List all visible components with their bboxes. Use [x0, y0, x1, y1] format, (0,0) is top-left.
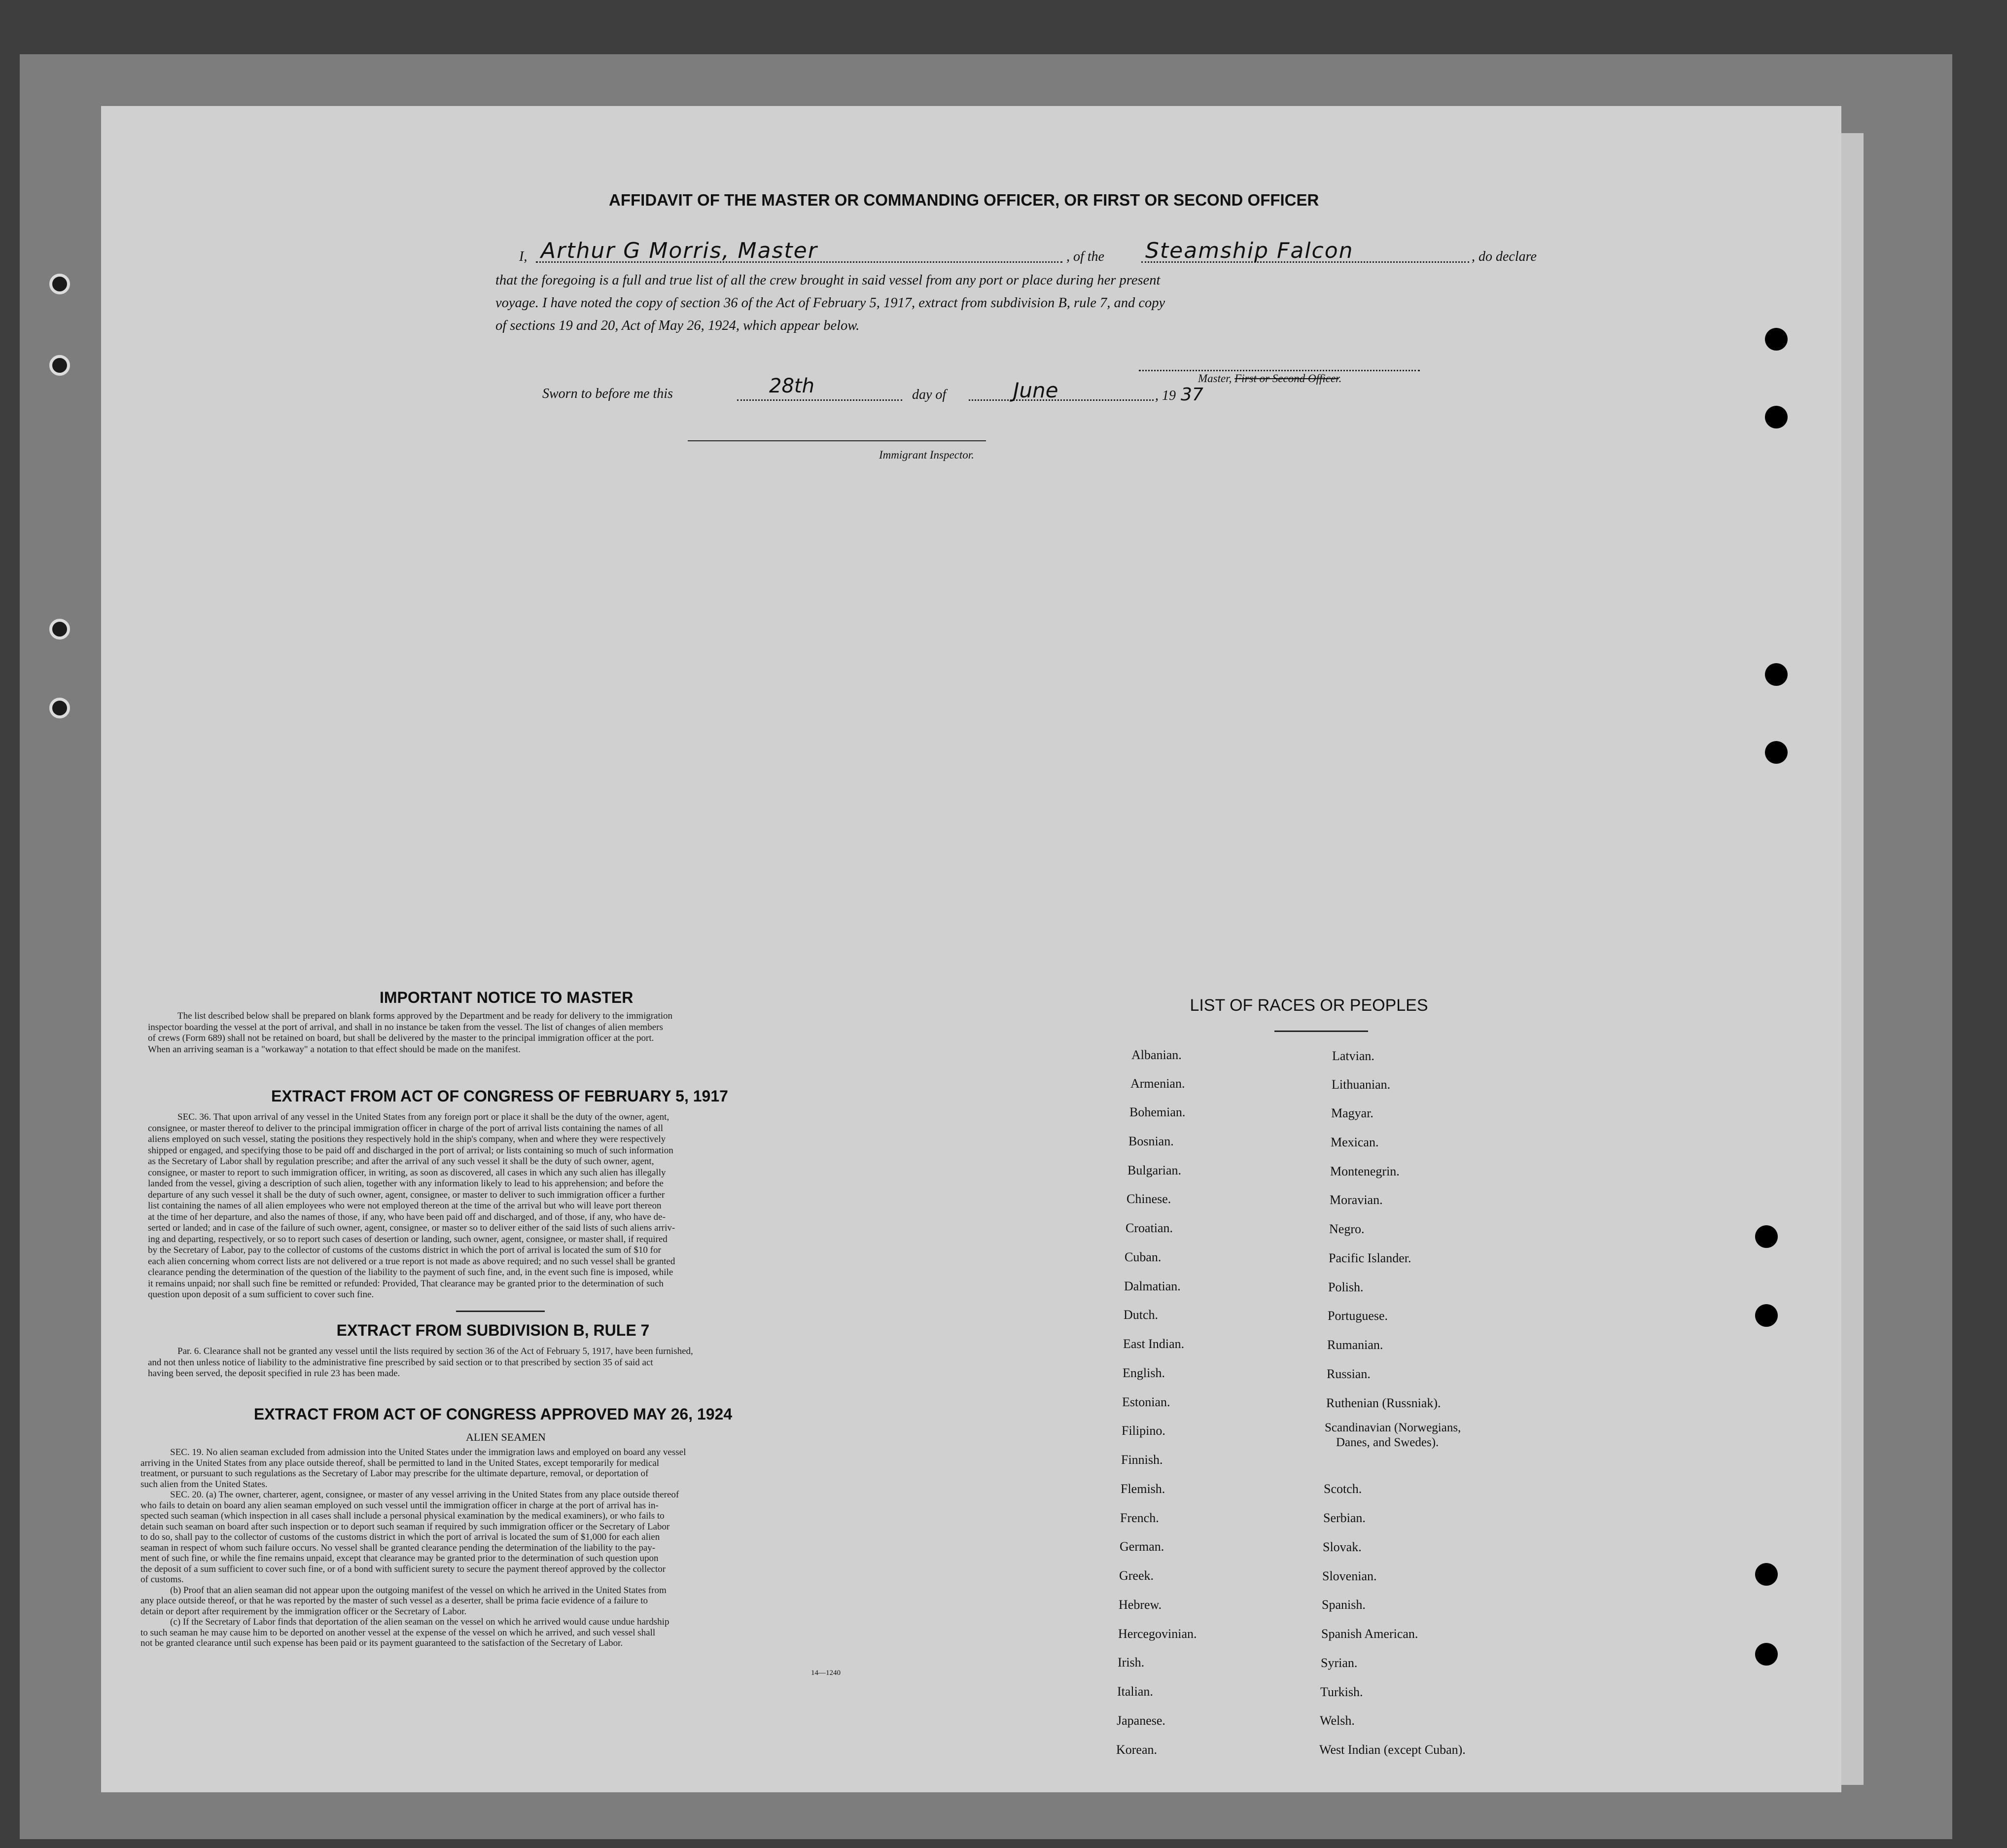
- race-left: French.: [1120, 1511, 1159, 1525]
- extract-1924-line: such alien from the United States.: [141, 1479, 268, 1490]
- year-suffix-handwritten: 37: [1181, 385, 1203, 405]
- affidavit-i-label: I,: [519, 249, 528, 264]
- affidavit-title: AFFIDAVIT OF THE MASTER OR COMMANDING OFFICER, OR FIRST OR SECOND OFFICER: [609, 191, 1319, 209]
- race-left: Italian.: [1117, 1684, 1153, 1699]
- extract-1924-line: to such seaman he may cause him to be deported on another vessel at the expense of the vessel on which he arrived, and such vessel shall: [141, 1627, 656, 1638]
- punch-hole: [1765, 663, 1788, 686]
- race-left: Bosnian.: [1128, 1134, 1174, 1148]
- race-right: Spanish American.: [1321, 1627, 1418, 1641]
- extract-1924-line: ment of such fine, or while the fine remains unpaid, except that clearance may be granted prior to the determination of such question upon: [141, 1553, 659, 1564]
- extract-1917-title: EXTRACT FROM ACT OF CONGRESS OF FEBRUARY 5, 1917: [271, 1087, 728, 1105]
- extract-1924-line: of customs.: [141, 1574, 184, 1585]
- race-left: Greek.: [1119, 1568, 1154, 1583]
- punch-hole: [1755, 1225, 1778, 1248]
- race-left: Korean.: [1116, 1742, 1158, 1757]
- of-the-label: , of the: [1066, 249, 1104, 264]
- extract-1924-line: detain such seaman on board after such inspection or to deport such seaman if required by such immigration officer or the Secretary of Labor: [141, 1521, 670, 1532]
- extract-1917-line: SEC. 36. That upon arrival of any vessel in the United States from any foreign port or place it shall be the duty of the owner, agent,: [177, 1112, 669, 1122]
- extract-1917-line: at the time of her departure, and also the names of those, if any, who have been paid off and discharged, and of those, if any, who have de-: [148, 1211, 666, 1222]
- signature-caption: [1198, 372, 1341, 385]
- race-right: Montenegrin.: [1330, 1164, 1400, 1178]
- sworn-day-line: [737, 399, 902, 401]
- race-right: Serbian.: [1323, 1511, 1366, 1525]
- notice-line: When an arriving seaman is a "workaway" a notation to that effect should be made on the manifest.: [148, 1044, 521, 1055]
- extract-1917-line: by the Secretary of Labor, pay to the collector of customs of the customs district in which the port of arrival is located the sum of $10 for: [148, 1245, 661, 1255]
- extract-1924-line: any place outside thereof, or that he was reported by the master of such vessel as a deserter, shall be prima facie evidence of a failure to: [141, 1596, 648, 1606]
- race-left: Cuban.: [1125, 1250, 1162, 1264]
- race-left: Dalmatian.: [1124, 1279, 1181, 1293]
- extract-1917-line: ing and departing, respectively, or so to report such cases of desertion or landing, such owner, agent, consignee, or master shall, if required: [148, 1234, 668, 1244]
- race-right: Slovenian.: [1322, 1569, 1377, 1583]
- notice-title: IMPORTANT NOTICE TO MASTER: [380, 989, 634, 1006]
- notice-line: The list described below shall be prepared on blank forms approved by the Department and be ready for delivery to the immigration: [177, 1011, 673, 1021]
- races-title-rule: [1274, 1031, 1368, 1032]
- extract-1924-line: seaman in respect of whom such failure occurs. No vessel shall be granted clearance pending the determination of the liability to the pay-: [141, 1542, 656, 1553]
- punch-hole: [1765, 406, 1788, 428]
- vessel-handwritten: Steamship Falcon: [1145, 238, 1354, 263]
- race-right: Negro.: [1329, 1222, 1365, 1236]
- race-left: Hebrew.: [1119, 1598, 1162, 1612]
- sworn-label: Sworn to before me this: [542, 386, 673, 401]
- race-right: Ruthenian (Russniak).: [1326, 1396, 1441, 1410]
- extract-1924-line: arriving in the United States from any place outside thereof, shall be permitted to land in the United States, except temporarily for medical: [141, 1457, 660, 1468]
- race-left: Finnish.: [1121, 1453, 1163, 1467]
- signature-caption-struck: First or Second Officer: [1234, 372, 1339, 385]
- inspector-signature-line: [688, 440, 986, 441]
- extract-1924-line: (b) Proof that an alien seaman did not appear upon the outgoing manifest of the vessel on which he arrived in the United States from: [170, 1585, 667, 1596]
- race-left: Croatian.: [1126, 1221, 1173, 1235]
- race-right: Russian.: [1327, 1367, 1371, 1381]
- race-right: Turkish.: [1320, 1685, 1363, 1699]
- extract-1924-line: not be granted clearance until such expense has been paid or its payment guaranteed to the satisfaction of the Secretary of Labor.: [141, 1638, 623, 1648]
- race-left: Dutch.: [1124, 1308, 1159, 1322]
- race-left: Hercegovinian.: [1118, 1627, 1197, 1641]
- extract-1917-line: serted or landed; and in case of the failure of such owner, agent, consignee, or master so to deliver either of the said lists of such aliens arriv-: [148, 1223, 675, 1233]
- punch-hole: [1755, 1643, 1778, 1666]
- race-left: Estonian.: [1122, 1395, 1170, 1409]
- day-of-label: day of: [912, 387, 947, 402]
- extract-1924-text: [141, 1447, 915, 1649]
- document-page: [101, 106, 1841, 1792]
- binder-ring: [49, 355, 70, 376]
- race-left: German.: [1120, 1539, 1164, 1554]
- race-right: Lithuanian.: [1332, 1077, 1391, 1092]
- race-right: Portuguese.: [1328, 1309, 1388, 1323]
- race-left: East Indian.: [1123, 1337, 1185, 1351]
- race-right-continued: Danes, and Swedes).: [1336, 1436, 1439, 1449]
- extract-1917-line: aliens employed on such vessel, stating the positions they respectively hold in the ship's company, when and where they were respectively: [148, 1134, 666, 1144]
- extract-1924-line: to do so, shall pay to the collector of customs of the customs district in which the port of arrival is located the sum of $1,000 for each alien: [141, 1532, 660, 1542]
- extract-1924-line: the deposit of a sum sufficient to cover such fine, or of a bond with sufficient surety to secure the payment thereof approved by the collector: [141, 1564, 666, 1574]
- extract-1917-line: as the Secretary of Labor shall by regulation prescribe; and after the arrival of any such vessel it shall be the duty of such owner, agent,: [148, 1156, 654, 1167]
- sworn-day-handwritten: 28th: [769, 375, 814, 397]
- extract-1917-line: clearance pending the determination of the question of the liability to the payment of such fine, and, in the event such fine is imposed, while: [148, 1267, 673, 1278]
- master-name-handwritten: Arthur G Morris, Master: [541, 238, 818, 263]
- extract-1917-line: it remains unpaid; nor shall such fine be remitted or refunded: Provided, That clearance may be granted prior to the determination of such: [148, 1278, 664, 1289]
- sworn-month-line: [969, 399, 1154, 401]
- race-left: Albanian.: [1131, 1048, 1182, 1062]
- race-right: Polish.: [1328, 1280, 1364, 1294]
- races-title: LIST OF RACES OR PEOPLES: [1190, 996, 1428, 1015]
- notice-line: inspector boarding the vessel at the port of arrival, and shall in no instance be taken from the vessel. The list of changes of alien members: [148, 1022, 663, 1032]
- race-left: Bohemian.: [1129, 1105, 1186, 1119]
- punch-hole: [1755, 1563, 1778, 1586]
- extract-rule7-title: EXTRACT FROM SUBDIVISION B, RULE 7: [336, 1321, 650, 1339]
- race-right: Magyar.: [1331, 1106, 1373, 1120]
- extract-rule7-line: having been served, the deposit specified in rule 23 has been made.: [148, 1368, 400, 1379]
- section-divider: [456, 1311, 545, 1312]
- binder-ring: [49, 698, 70, 718]
- race-left: Irish.: [1118, 1655, 1145, 1670]
- extract-1917-line: each alien concerning whom correct lists are not delivered or a true report is not made as above required; and no such vessel shall be granted: [148, 1256, 675, 1267]
- race-right: Welsh.: [1320, 1713, 1355, 1728]
- punch-hole: [1765, 328, 1788, 351]
- do-declare-label: , do declare: [1472, 249, 1537, 264]
- affidavit-line-2: that the foregoing is a full and true list of all the crew brought in said vessel from any port or place during her present: [495, 273, 1161, 288]
- binder-ring: [49, 619, 70, 640]
- form-number: 14—1240: [811, 1669, 841, 1677]
- race-right: Moravian.: [1330, 1193, 1383, 1207]
- extract-1924-title: EXTRACT FROM ACT OF CONGRESS APPROVED MAY 26, 1924: [253, 1405, 733, 1423]
- extract-1924-line: who fails to detain on board any alien seaman employed on such vessel until the immigration officer in charge at the port of arrival has in-: [141, 1500, 659, 1511]
- extract-1917-line: question upon deposit of a sum sufficient to cover such fine.: [148, 1289, 374, 1300]
- notice-line: of crews (Form 689) shall not be retained on board, but shall be delivered by the master to the principal immigration officer at the port.: [148, 1033, 654, 1043]
- race-left: Armenian.: [1130, 1076, 1185, 1091]
- race-right: West Indian (except Cuban).: [1319, 1742, 1466, 1757]
- affidavit-line-4: of sections 19 and 20, Act of May 26, 1924, which appear below.: [495, 318, 860, 333]
- extract-1924-subtitle: ALIEN SEAMEN: [466, 1431, 546, 1443]
- affidavit-line-3: voyage. I have noted the copy of section 36 of the Act of February 5, 1917, extract from subdivision B, rule 7, and copy: [495, 295, 1165, 311]
- signature-caption-end: .: [1338, 372, 1342, 385]
- extract-1917-text: [148, 1112, 915, 1301]
- race-left: Filipino.: [1122, 1423, 1165, 1438]
- extract-rule7-line: and not then unless notice of liability to the administrative fine prescribed by said section or to that prescribed by section 35 of said act: [148, 1357, 653, 1368]
- master-signature-line: [1139, 370, 1420, 371]
- race-right: Syrian.: [1321, 1656, 1358, 1670]
- race-left: Flemish.: [1121, 1482, 1165, 1496]
- extract-1917-line: departure of any such vessel it shall be the duty of such owner, agent, consignee, or master to deliver to such immigration officer a further: [148, 1189, 665, 1200]
- race-left: English.: [1123, 1366, 1165, 1380]
- race-right: Scotch.: [1324, 1482, 1362, 1496]
- binder-ring: [49, 274, 70, 294]
- extract-1917-line: list containing the names of all alien employees who were not employed thereon at the time of the arrival but who will leave port thereon: [148, 1201, 662, 1211]
- extract-1917-line: consignee, or master thereof to deliver to the principal immigration officer in charge of the port of arrival lists containing the names of all: [148, 1123, 664, 1134]
- extract-rule7-line: Par. 6. Clearance shall not be granted any vessel until the lists required by section 36 of the Act of February 5, 1917, have been furnished,: [177, 1346, 693, 1356]
- race-right: Mexican.: [1331, 1135, 1379, 1149]
- race-right: Spanish.: [1322, 1598, 1366, 1612]
- notice-text: [148, 1011, 915, 1055]
- extract-1917-line: landed from the vessel, giving a description of such alien, together with any information likely to lead to his apprehension; and before the: [148, 1178, 664, 1189]
- extract-1924-line: detain or deport after requirement by the immigration officer or the Secretary of Labor.: [141, 1606, 467, 1617]
- extract-1917-line: shipped or engaged, and specifying those to be paid off and discharged in the port of arrival; or lists containing so much of such information: [148, 1145, 673, 1156]
- extract-1924-line: SEC. 19. No alien seaman excluded from admission into the United States under the immigration laws and employed on board any vessel: [170, 1447, 686, 1457]
- extract-1924-line: spected such seaman (which inspection in all cases shall include a personal physical examination by the medical examiners), or who fails to: [141, 1511, 665, 1521]
- race-left: Japanese.: [1117, 1713, 1165, 1728]
- extract-1924-line: SEC. 20. (a) The owner, charterer, agent, consignee, or master of any vessel arriving in the United States from any place outside thereof: [170, 1490, 679, 1500]
- race-right: Pacific Islander.: [1329, 1251, 1411, 1265]
- race-right: Rumanian.: [1327, 1338, 1383, 1352]
- year-prefix: , 19: [1155, 388, 1176, 403]
- punch-hole: [1765, 741, 1788, 764]
- sworn-month-handwritten: June: [1013, 378, 1058, 402]
- signature-caption-master: Master,: [1198, 372, 1232, 385]
- race-right: Scandinavian (Norwegians,: [1325, 1421, 1461, 1434]
- punch-hole: [1755, 1304, 1778, 1327]
- race-left: Chinese.: [1127, 1192, 1171, 1206]
- race-right: Latvian.: [1332, 1049, 1374, 1063]
- extract-1924-line: (c) If the Secretary of Labor finds that deportation of the alien seaman on the vessel on which he arrived would cause undue hardship: [170, 1617, 669, 1627]
- race-right: Slovak.: [1323, 1540, 1362, 1554]
- extract-rule7-text: [148, 1346, 915, 1380]
- race-left: Bulgarian.: [1127, 1163, 1182, 1177]
- inspector-label: Immigrant Inspector.: [879, 449, 974, 461]
- extract-1924-line: treatment, or pursuant to such regulations as the Secretary of Labor may prescribe for the ultimate departure, removal, or deportation of: [141, 1468, 649, 1479]
- extract-1917-line: consignee, or master to report to such immigration officer, in writing, as soon as discovered, all cases in which any such alien has illegally: [148, 1167, 666, 1178]
